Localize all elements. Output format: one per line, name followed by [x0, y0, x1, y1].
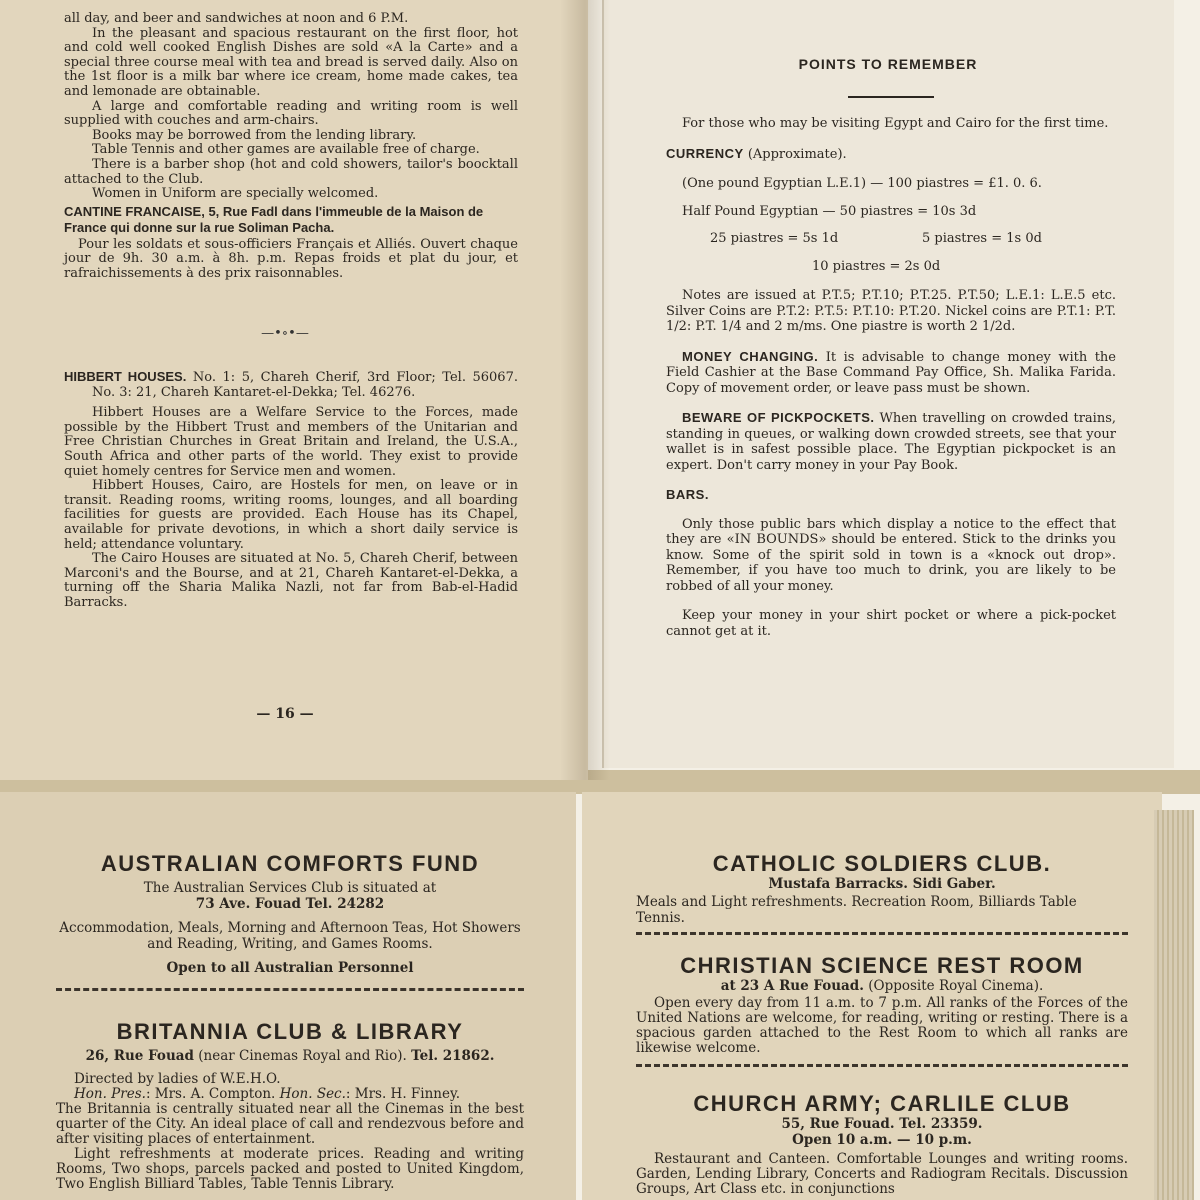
hon-pres-label: Hon. Pres. [74, 1086, 146, 1102]
currency-grid [710, 231, 1116, 247]
britannia-address-line [56, 1048, 524, 1064]
acf-title: AUSTRALIAN COMFORTS FUND [100, 851, 480, 876]
church-army-title: CHURCH ARMY; CARLILE CLUB [693, 1091, 1071, 1116]
currency-line: (One pound Egyptian L.E.1) — 100 piastres = £1. 0. 6. [682, 176, 1042, 191]
intro-paragraph: For those who may be visiting Egypt and Cairo for the first time. [682, 116, 1109, 131]
britannia-paragraph: Light refreshments at moderate prices. Reading and writing Rooms, Two shops, parcels packed and posted to United Kingdom, Two English Billiard Tables, Table Tennis Library. [56, 1146, 524, 1192]
christian-science-title: CHRISTIAN SCIENCE REST ROOM [680, 953, 1084, 978]
page-edges [1154, 810, 1194, 1200]
britannia-paragraph: The Britannia is centrally situated near all the Cinemas in the best quarter of the City. An ideal place of call and rendezvous before and after visiting places of entertainment. [56, 1101, 524, 1147]
intro-line: all day, and beer and sandwiches at noon and 6 P.M. [64, 11, 409, 26]
currency-note: (Approximate). [747, 146, 847, 162]
christian-science-address-line [636, 978, 1128, 994]
ornament-divider: —•∘•— [261, 326, 309, 341]
section-divider [636, 932, 1128, 935]
cantine-heading: CANTINE FRANCAISE, 5, Rue Fadl dans l'immeuble de la Maison de France qui donne sur la rue Soliman Pacha. [64, 203, 484, 235]
bars-paragraph: Only those public bars which display a notice to the effect that they are «IN BOUNDS» should be entered. Stick to the drinks you know. Some of the spirit sold in town is a «knock out drop». Remember, if you have too much to drink, you are likely to be robbed of all your money. [666, 516, 1116, 594]
bars-heading: BARS. [666, 487, 709, 502]
christian-science-section [636, 954, 1128, 1067]
britannia-officers [56, 1087, 524, 1102]
acf-address: 73 Ave. Fouad Tel. 24282 [195, 896, 385, 912]
intro-line: A large and comfortable reading and writing room is well supplied with couches and arm-chairs. [64, 98, 518, 129]
money-changing-paragraph [666, 349, 1116, 397]
britannia-tel: Tel. 21862. [411, 1048, 495, 1064]
acf-subtitle: The Australian Services Club is situated at [143, 880, 437, 896]
pickpocket-heading: BEWARE OF PICKPOCKETS. [682, 410, 875, 425]
britannia-section [56, 1020, 524, 1192]
christian-science-address: at 23 A Rue Fouad. [720, 978, 864, 994]
britannia-body [56, 1072, 524, 1192]
britannia-directed: Directed by ladies of W.E.H.O. [74, 1071, 281, 1087]
hon-sec-label: Hon. Sec. [279, 1086, 346, 1102]
britannia-near: (near Cinemas Royal and Rio). [198, 1048, 407, 1064]
church-army-text: Restaurant and Canteen. Comfortable Lounges and writing rooms. Garden, Lending Library, Concerts and Radiogram Recitals. Discussion Groups, Art Class etc. in conjunctions [636, 1151, 1128, 1197]
hibbert-heading: HIBBERT HOUSES. [64, 369, 187, 384]
catholic-club-text: Meals and Light refreshments. Recreation Room, Billiards Table Tennis. [636, 894, 1077, 926]
money-changing-text: It is advisable to change money with the Field Cashier at the Base Command Pay Office, Sh. Malika Farida. Copy of movement order, or leave pass must be shown. [666, 349, 1116, 396]
britannia-address: 26, Rue Fouad [85, 1048, 194, 1064]
intro-line: In the pleasant and spacious restaurant on the first floor, hot and cold well cooked English Dishes are sold «A la Carte» and a special three course meal with tea and bread is served daily. Also on the 1st floor is a milk bar where ice cream, home made cakes, tea and lemonade are obtainable. [64, 25, 518, 99]
title-rule [848, 96, 934, 98]
keep-money-paragraph: Keep your money in your shirt pocket or where a pick-pocket cannot get at it. [666, 608, 1116, 639]
hibbert-address: No. 1: 5, Chareh Cherif, 3rd Floor; Tel. 56067. No. 3: 21, Chareh Kantaret-el-Dekka; Tel. 46276. [92, 370, 518, 400]
pickpocket-text: When travelling on crowded trains, standing in queues, or walking down crowded streets, see that your wallet is in safest possible place. The Egyptian pickpocket is an expert. Don't carry money in your Pay Book. [666, 411, 1116, 473]
section-divider [56, 988, 524, 991]
cantine-text: Pour les soldats et sous-officiers Français et Alliés. Ouvert chaque jour de 9h. 30 a.m. à 8h. p.m. Repas froids et plat du jour, et rafraichissements à des prix raisonnables. [64, 236, 518, 281]
hibbert-paragraph: Hibbert Houses are a Welfare Service to the Forces, made possible by the Hibbert Trust and members of the Unitarian and Free Christian Churches in Great Britain and Ireland, the U.S.A., South Africa and other parts of the world. They exist to provide quiet homely centres for Service men and women. [64, 405, 518, 479]
money-changing-heading: MONEY CHANGING. [682, 348, 819, 364]
catholic-club-section [636, 852, 1128, 935]
intro-line: Books may be borrowed from the lending library. [92, 127, 417, 143]
currency-section [666, 146, 1116, 163]
church-army-hours: Open 10 a.m. — 10 p.m. [792, 1132, 972, 1148]
intro-line: Women in Uniform are specially welcomed. [92, 186, 379, 202]
currency-line: 25 piastres = 5s 1d [710, 231, 839, 246]
section-divider [636, 1064, 1128, 1067]
currency-line: 10 piastres = 2s 0d [812, 258, 941, 274]
church-army-section [636, 1092, 1128, 1197]
currency-heading: CURRENCY [666, 145, 744, 161]
hibbert-section [64, 370, 518, 611]
intro-text [64, 12, 518, 282]
christian-science-note: (Opposite Royal Cinema). [868, 978, 1044, 994]
church-army-address: 55, Rue Fouad. Tel. 23359. [781, 1116, 983, 1132]
currency-line: 5 piastres = 1s 0d [922, 231, 1042, 246]
acf-open: Open to all Australian Personnel [166, 960, 414, 976]
hibbert-heading-line [64, 370, 518, 400]
hibbert-paragraph: The Cairo Houses are situated at No. 5, Chareh Cherif, between Marconi's and the Bourse, and at 21, Chareh Kantaret-el-Dekka, a turning off the Sharia Malika Nazli, not far from Bab-el-Hadid Barracks. [64, 551, 518, 610]
intro-line: There is a barber shop (hot and cold showers, tailor's boocktall attached to the Club. [64, 156, 518, 187]
hon-sec: : Mrs. H. Finney. [345, 1086, 461, 1102]
acf-text: Accommodation, Meals, Morning and Afternoon Teas, Hot Showers and Reading, Writing, and Games Rooms. [59, 920, 521, 952]
pickpocket-paragraph [666, 410, 1116, 473]
christian-science-text: Open every day from 11 a.m. to 7 p.m. All ranks of the Forces of the United Nations are welcome, for reading, writing or resting. There is a spacious garden attached to the Rest Room to which all ranks are likewise welcome. [636, 995, 1128, 1056]
points-body [666, 116, 1116, 639]
intro-line: Table Tennis and other games are available free of charge. [92, 142, 480, 158]
page-title: POINTS TO REMEMBER [798, 56, 978, 72]
catholic-club-title: CATHOLIC SOLDIERS CLUB. [712, 851, 1052, 876]
currency-line: Half Pound Egyptian — 50 piastres = 10s 3d [682, 203, 977, 219]
britannia-title: BRITANNIA CLUB & LIBRARY [116, 1019, 464, 1044]
acf-section [56, 852, 524, 991]
notes-paragraph: Notes are issued at P.T.5; P.T.10; P.T.25. P.T.50; L.E.1: L.E.5 etc. Silver Coins are P.T.2: P.T.5: P.T.10: P.T.20. Nickel coins are P.T.1: P.T. 1/2: P.T. 1/4 and 2 m/ms. One piastre is worth 2 1/2d. [666, 288, 1116, 334]
page-number: — 16 — [256, 706, 314, 722]
hibbert-paragraph: Hibbert Houses, Cairo, are Hostels for men, on leave or in transit. Reading rooms, writing rooms, lounges, and all boarding facilities for guests are provided. Each House has its Chapel, available for private devotions, in which a short daily service is held; attendance voluntary. [64, 478, 518, 552]
catholic-club-address: Mustafa Barracks. Sidi Gaber. [768, 876, 996, 892]
hon-pres: : Mrs. A. Compton. [145, 1086, 276, 1102]
